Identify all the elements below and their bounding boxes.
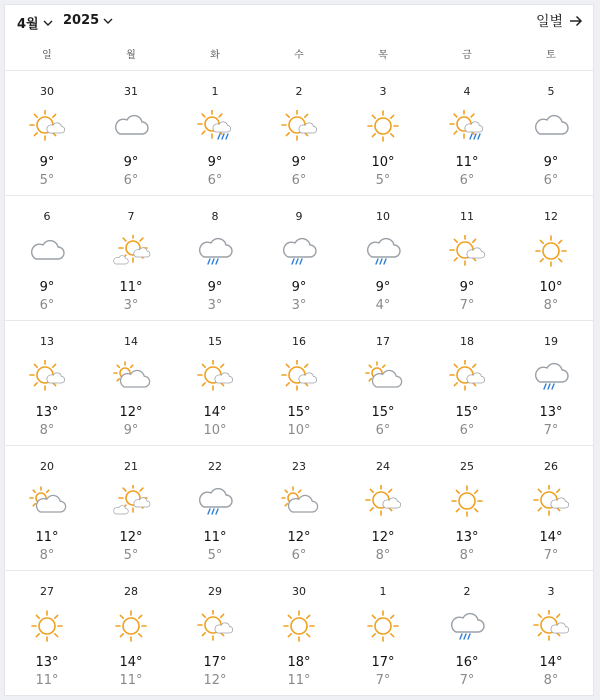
day-date: 30	[292, 585, 306, 598]
low-temp: 7°	[459, 673, 475, 688]
week-row	[5, 446, 593, 571]
day-date: 31	[124, 85, 138, 98]
partly-cloudy-icon	[195, 360, 235, 392]
year-selector[interactable]	[63, 13, 113, 28]
year-label: 2025	[63, 13, 100, 28]
day-date: 9	[295, 210, 303, 223]
day-date: 7	[127, 210, 135, 223]
partly-cloudy-icon	[531, 485, 571, 517]
arrow-right-icon	[569, 15, 583, 27]
partly-cloudy-icon	[279, 110, 319, 142]
day-cell[interactable]	[341, 71, 425, 195]
day-date: 1	[211, 85, 219, 98]
day-date: 22	[208, 460, 222, 473]
day-date: 26	[544, 460, 558, 473]
sunny-icon	[111, 610, 151, 642]
high-temp: 17°	[371, 655, 395, 670]
cloudy-icon	[531, 110, 571, 142]
day-date: 13	[40, 335, 54, 348]
chevron-down-icon	[43, 19, 53, 27]
day-cell[interactable]	[89, 71, 173, 195]
low-temp: 6°	[39, 298, 55, 313]
high-temp: 9°	[207, 280, 223, 295]
low-temp: 7°	[543, 548, 559, 563]
day-cell[interactable]	[5, 321, 89, 445]
partly-cloudy-icon	[195, 610, 235, 642]
low-temp: 5°	[375, 173, 391, 188]
weekday-tue: 화	[210, 50, 220, 61]
mostly-cloudy-icon	[363, 360, 403, 392]
high-temp: 9°	[459, 280, 475, 295]
low-temp: 11°	[119, 673, 143, 688]
low-temp: 5°	[207, 548, 223, 563]
monthly-weather-calendar	[4, 4, 594, 696]
day-cell[interactable]	[509, 571, 593, 696]
day-cell[interactable]	[173, 571, 257, 696]
partly-cloudy-icon	[363, 485, 403, 517]
low-temp: 6°	[207, 173, 223, 188]
low-temp: 6°	[291, 548, 307, 563]
sun-clouds-icon	[111, 235, 151, 267]
calendar-header	[5, 5, 593, 41]
day-cell[interactable]	[89, 446, 173, 570]
weekday-header-row	[5, 41, 593, 71]
day-date: 25	[460, 460, 474, 473]
weekday-thu: 목	[378, 50, 388, 61]
high-temp: 9°	[39, 280, 55, 295]
high-temp: 9°	[39, 155, 55, 170]
low-temp: 6°	[375, 423, 391, 438]
rain-icon	[363, 235, 403, 267]
weekday-fri: 금	[462, 50, 472, 61]
low-temp: 7°	[459, 298, 475, 313]
day-date: 30	[40, 85, 54, 98]
low-temp: 9°	[123, 423, 139, 438]
low-temp: 4°	[375, 298, 391, 313]
sun-clouds-icon	[111, 485, 151, 517]
mostly-cloudy-icon	[111, 360, 151, 392]
partly-cloudy-icon	[27, 360, 67, 392]
day-cell[interactable]	[173, 71, 257, 195]
rain-icon	[195, 235, 235, 267]
day-cell[interactable]	[509, 321, 593, 445]
high-temp: 13°	[35, 405, 59, 420]
high-temp: 11°	[119, 280, 143, 295]
mostly-cloudy-icon	[27, 485, 67, 517]
day-cell[interactable]	[341, 571, 425, 696]
high-temp: 9°	[207, 155, 223, 170]
high-temp: 10°	[539, 280, 563, 295]
low-temp: 10°	[287, 423, 311, 438]
chevron-down-icon	[103, 17, 113, 25]
high-temp: 11°	[35, 530, 59, 545]
high-temp: 12°	[287, 530, 311, 545]
high-temp: 9°	[123, 155, 139, 170]
high-temp: 15°	[371, 405, 395, 420]
low-temp: 7°	[375, 673, 391, 688]
day-cell[interactable]	[425, 196, 509, 320]
rain-icon	[531, 360, 571, 392]
day-date: 21	[124, 460, 138, 473]
day-date: 28	[124, 585, 138, 598]
high-temp: 13°	[455, 530, 479, 545]
weekday-wed: 수	[294, 50, 304, 61]
partly-cloudy-icon	[447, 235, 487, 267]
high-temp: 9°	[291, 155, 307, 170]
partly-cloudy-icon	[279, 360, 319, 392]
day-cell[interactable]	[341, 446, 425, 570]
day-date: 27	[40, 585, 54, 598]
day-cell[interactable]	[5, 71, 89, 195]
daily-view-button[interactable]	[536, 11, 583, 31]
high-temp: 9°	[543, 155, 559, 170]
day-date: 8	[211, 210, 219, 223]
partly-cloudy-icon	[27, 110, 67, 142]
low-temp: 11°	[35, 673, 59, 688]
day-cell[interactable]	[341, 196, 425, 320]
high-temp: 15°	[455, 405, 479, 420]
calendar-grid	[5, 71, 593, 696]
cloudy-icon	[27, 235, 67, 267]
day-date: 3	[547, 585, 555, 598]
weekday-mon: 월	[126, 50, 136, 61]
high-temp: 14°	[539, 530, 563, 545]
high-temp: 13°	[539, 405, 563, 420]
low-temp: 5°	[123, 548, 139, 563]
day-date: 5	[547, 85, 555, 98]
week-row	[5, 196, 593, 321]
day-cell[interactable]	[5, 571, 89, 696]
low-temp: 3°	[207, 298, 223, 313]
low-temp: 8°	[543, 298, 559, 313]
low-temp: 6°	[123, 173, 139, 188]
rain-icon	[447, 610, 487, 642]
day-cell[interactable]	[5, 446, 89, 570]
day-cell[interactable]	[89, 321, 173, 445]
high-temp: 9°	[291, 280, 307, 295]
low-temp: 5°	[39, 173, 55, 188]
high-temp: 12°	[119, 405, 143, 420]
day-cell[interactable]	[257, 196, 341, 320]
day-cell[interactable]	[5, 196, 89, 320]
day-date: 6	[43, 210, 51, 223]
weekday-sun: 일	[42, 50, 52, 61]
partly-cloudy-icon	[447, 360, 487, 392]
day-cell[interactable]	[509, 446, 593, 570]
day-date: 24	[376, 460, 390, 473]
high-temp: 14°	[203, 405, 227, 420]
high-temp: 17°	[203, 655, 227, 670]
sun-rain-icon	[447, 110, 487, 142]
low-temp: 3°	[291, 298, 307, 313]
sunny-icon	[363, 610, 403, 642]
high-temp: 9°	[375, 280, 391, 295]
day-cell[interactable]	[257, 446, 341, 570]
day-date: 2	[295, 85, 303, 98]
high-temp: 11°	[455, 155, 479, 170]
sunny-icon	[279, 610, 319, 642]
day-cell[interactable]	[173, 446, 257, 570]
day-date: 23	[292, 460, 306, 473]
mostly-cloudy-icon	[279, 485, 319, 517]
day-date: 29	[208, 585, 222, 598]
weekday-sat: 토	[546, 50, 556, 61]
day-date: 10	[376, 210, 390, 223]
day-date: 20	[40, 460, 54, 473]
sunny-icon	[363, 110, 403, 142]
low-temp: 10°	[203, 423, 227, 438]
high-temp: 13°	[35, 655, 59, 670]
low-temp: 8°	[39, 423, 55, 438]
low-temp: 8°	[375, 548, 391, 563]
sunny-icon	[531, 235, 571, 267]
month-selector[interactable]	[17, 13, 53, 32]
low-temp: 12°	[203, 673, 227, 688]
low-temp: 7°	[543, 423, 559, 438]
day-cell[interactable]	[509, 71, 593, 195]
day-date: 17	[376, 335, 390, 348]
high-temp: 10°	[371, 155, 395, 170]
day-cell[interactable]	[341, 321, 425, 445]
low-temp: 8°	[39, 548, 55, 563]
sun-rain-icon	[195, 110, 235, 142]
day-cell[interactable]	[257, 571, 341, 696]
day-date: 2	[463, 585, 471, 598]
partly-cloudy-icon	[531, 610, 571, 642]
high-temp: 12°	[119, 530, 143, 545]
day-cell[interactable]	[257, 321, 341, 445]
day-date: 16	[292, 335, 306, 348]
week-row	[5, 71, 593, 196]
week-row	[5, 571, 593, 696]
day-cell[interactable]	[509, 196, 593, 320]
low-temp: 6°	[459, 423, 475, 438]
high-temp: 14°	[119, 655, 143, 670]
rain-icon	[279, 235, 319, 267]
day-cell[interactable]	[425, 446, 509, 570]
day-cell[interactable]	[89, 571, 173, 696]
day-date: 4	[463, 85, 471, 98]
day-date: 19	[544, 335, 558, 348]
low-temp: 11°	[287, 673, 311, 688]
cloudy-icon	[111, 110, 151, 142]
day-date: 12	[544, 210, 558, 223]
month-label: 4월	[17, 17, 39, 32]
low-temp: 3°	[123, 298, 139, 313]
high-temp: 18°	[287, 655, 311, 670]
day-date: 14	[124, 335, 138, 348]
high-temp: 14°	[539, 655, 563, 670]
sunny-icon	[27, 610, 67, 642]
high-temp: 11°	[203, 530, 227, 545]
day-cell[interactable]	[425, 571, 509, 696]
day-date: 18	[460, 335, 474, 348]
daily-view-label: 일별	[535, 14, 563, 30]
day-cell[interactable]	[173, 196, 257, 320]
low-temp: 8°	[543, 673, 559, 688]
low-temp: 8°	[459, 548, 475, 563]
sunny-icon	[447, 485, 487, 517]
day-date: 15	[208, 335, 222, 348]
day-cell[interactable]	[425, 321, 509, 445]
high-temp: 15°	[287, 405, 311, 420]
high-temp: 16°	[455, 655, 479, 670]
rain-icon	[195, 485, 235, 517]
high-temp: 12°	[371, 530, 395, 545]
day-cell[interactable]	[173, 321, 257, 445]
day-date: 1	[379, 585, 387, 598]
day-cell[interactable]	[425, 71, 509, 195]
low-temp: 6°	[459, 173, 475, 188]
day-date: 3	[379, 85, 387, 98]
low-temp: 6°	[543, 173, 559, 188]
day-date: 11	[460, 210, 474, 223]
day-cell[interactable]	[89, 196, 173, 320]
week-row	[5, 321, 593, 446]
low-temp: 6°	[291, 173, 307, 188]
day-cell[interactable]	[257, 71, 341, 195]
